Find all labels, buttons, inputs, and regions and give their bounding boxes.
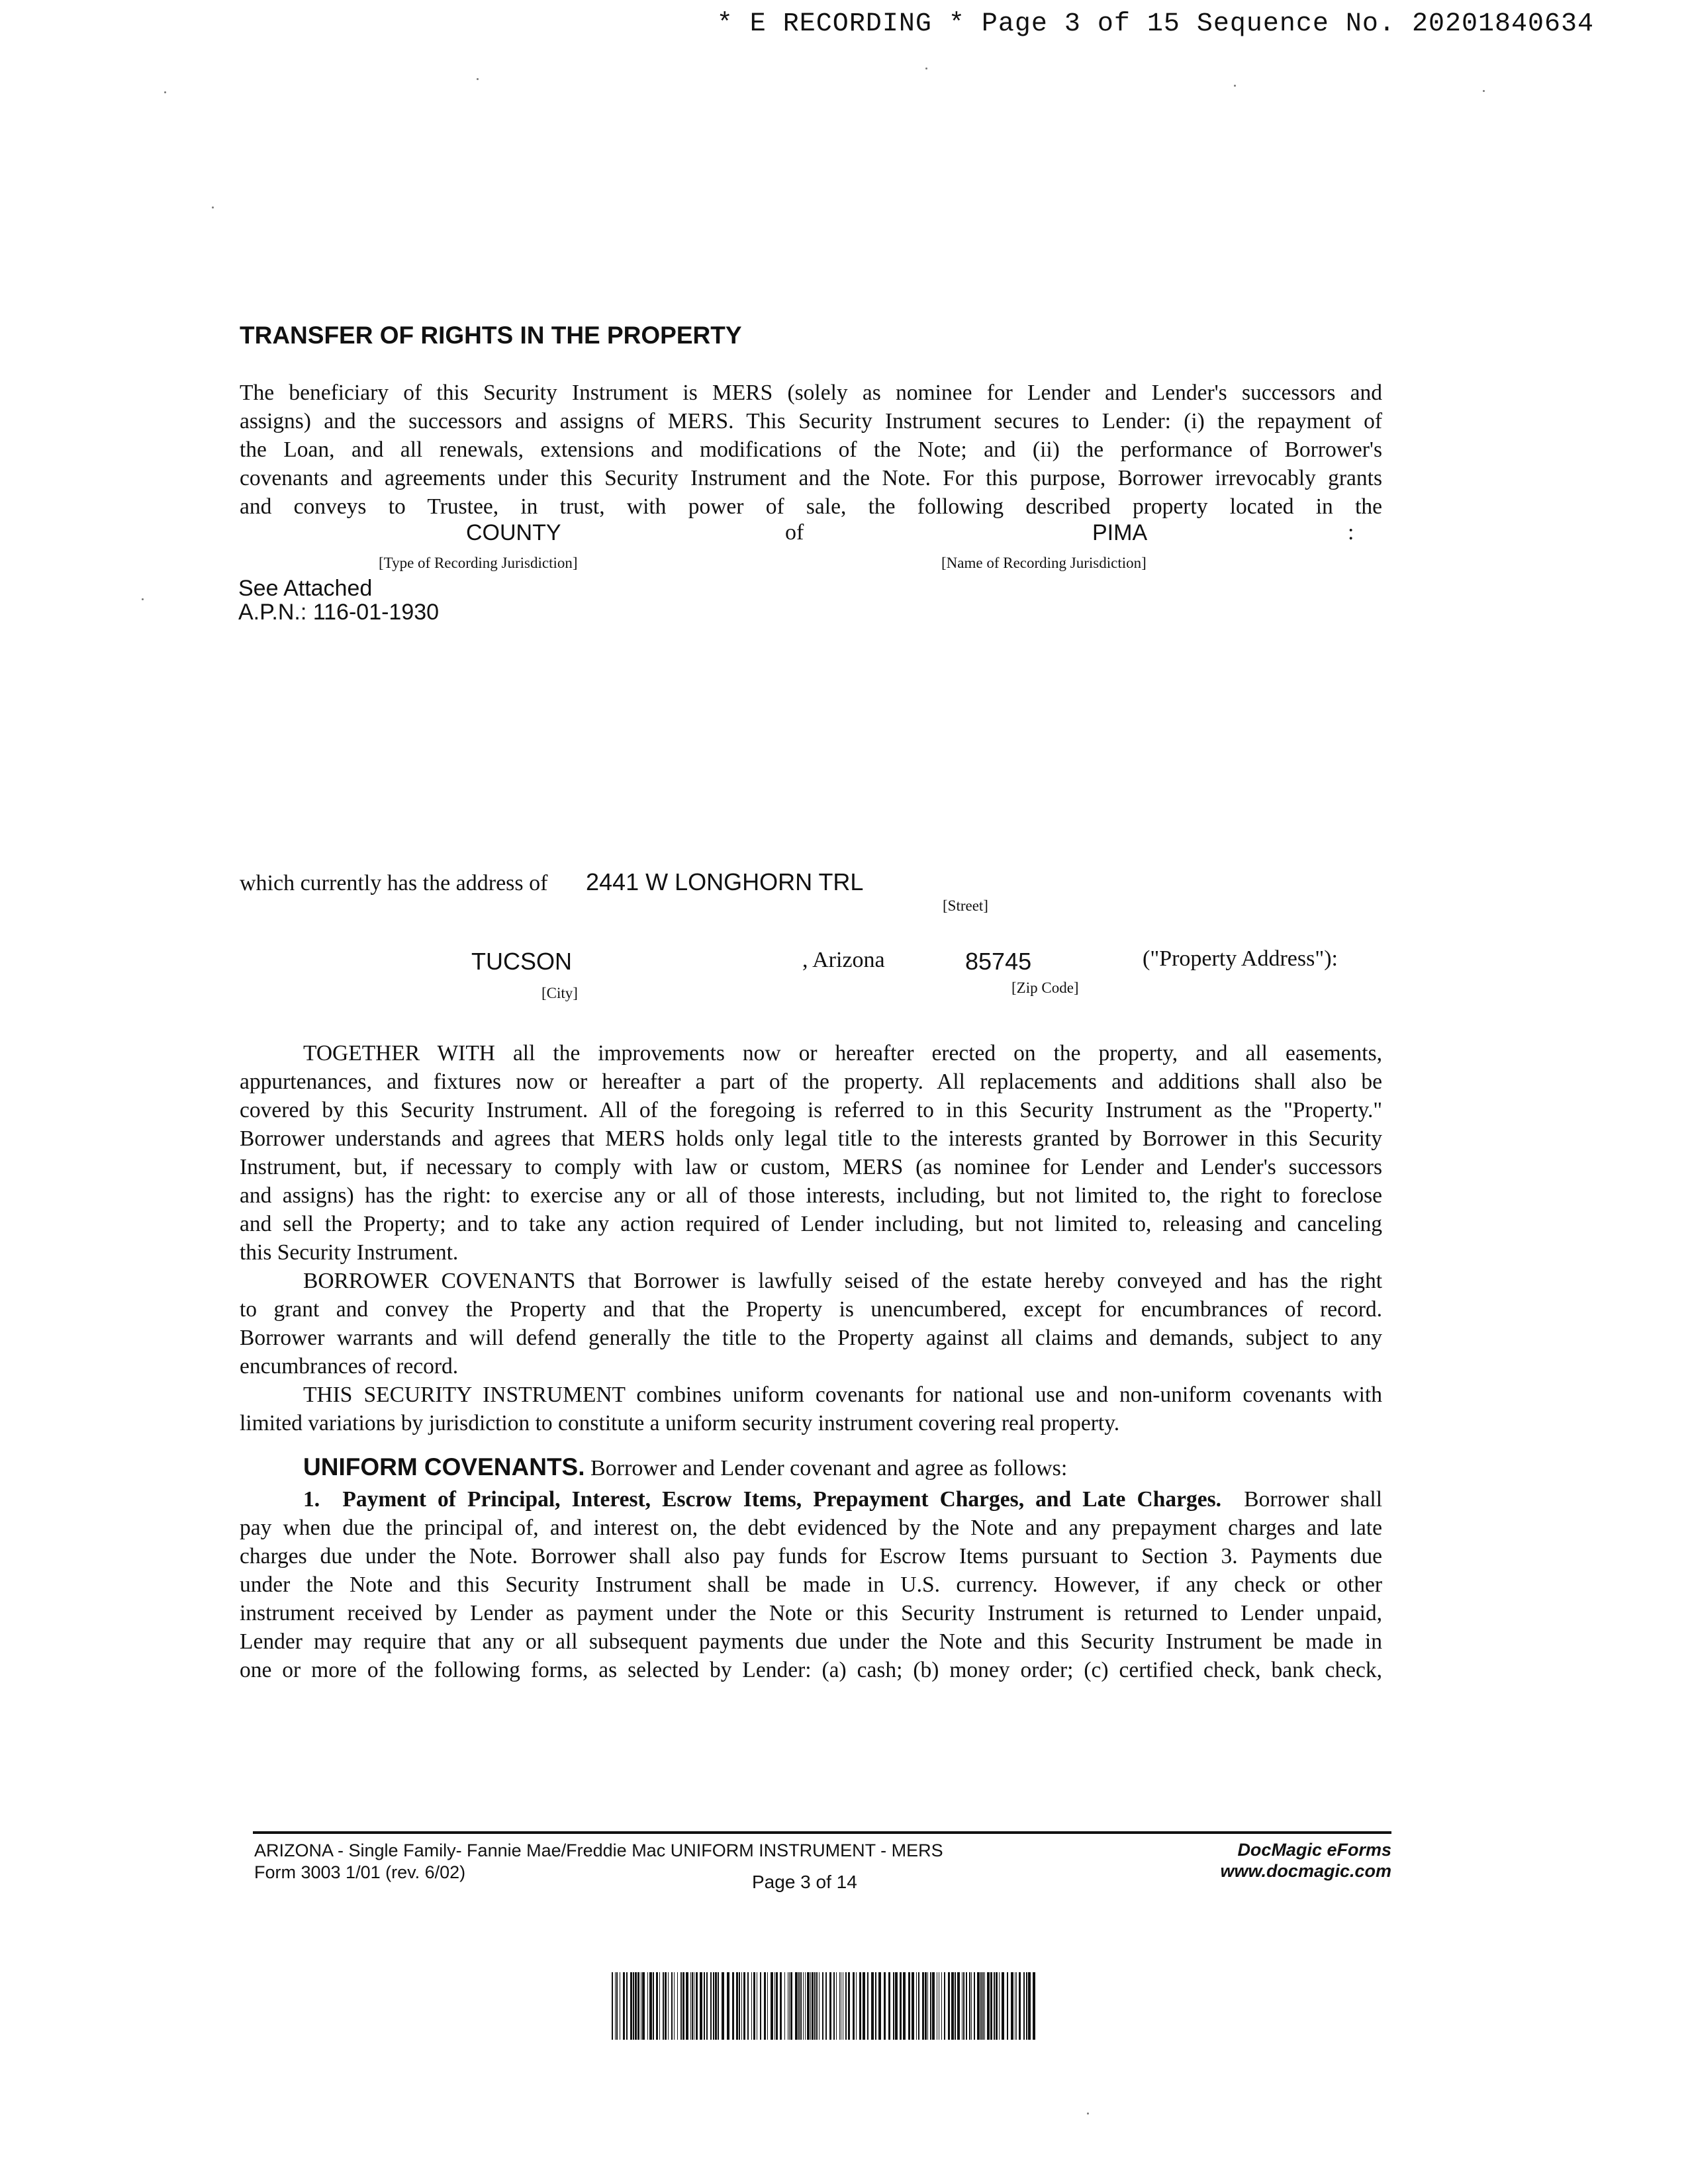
barcode-bar bbox=[704, 1972, 705, 2040]
footer-form-line1: ARIZONA - Single Family- Fannie Mae/Freddie Mac UNIFORM INSTRUMENT - MERS bbox=[254, 1841, 943, 1860]
scan-speck bbox=[925, 68, 927, 69]
barcode-bar bbox=[753, 1972, 755, 2040]
scan-speck bbox=[477, 78, 479, 80]
barcode-bar bbox=[957, 1972, 960, 2040]
barcode-bar bbox=[974, 1972, 975, 2040]
barcode-bar bbox=[710, 1972, 712, 2040]
paragraph-line: one or more of the following forms, as selected by Lender: (a) cash; (b) money order; (c) certified check, bank check, bbox=[240, 1658, 1382, 1682]
barcode-bar bbox=[671, 1972, 673, 2040]
barcode-bar bbox=[944, 1972, 945, 2040]
paragraph-line: Lender may require that any or all subsequent payments due under the Note and this Security Instrument be made in bbox=[240, 1629, 1382, 1654]
barcode-bar bbox=[795, 1972, 798, 2040]
barcode-bar bbox=[1033, 1972, 1035, 2040]
barcode-bar bbox=[816, 1972, 818, 2040]
city-value: TUCSON bbox=[471, 948, 572, 975]
barcode-bar bbox=[649, 1972, 652, 2040]
barcode-bar bbox=[839, 1972, 840, 2040]
barcode-bar bbox=[722, 1972, 724, 2040]
paragraph-line: assigns) and the successors and assigns of MERS. This Security Instrument secures to Lender: (i) the repayment of bbox=[240, 409, 1382, 433]
scan-speck bbox=[212, 206, 214, 208]
barcode-bar bbox=[780, 1972, 782, 2040]
paragraph-line: THIS SECURITY INSTRUMENT combines uniform covenants for national use and non-uniform covenants with bbox=[303, 1383, 1382, 1407]
recording-header: * E RECORDING * Page 3 of 15 Sequence No. 20201840634 bbox=[716, 9, 1594, 39]
barcode-bar bbox=[751, 1972, 752, 2040]
together-with-paragraph bbox=[240, 1039, 1382, 1267]
barcode-bar bbox=[918, 1972, 919, 2040]
footer-page-number: Page 3 of 14 bbox=[752, 1872, 857, 1892]
barcode-bar bbox=[990, 1972, 992, 2040]
barcode-bar bbox=[1011, 1972, 1013, 2040]
scan-speck bbox=[1087, 2113, 1089, 2115]
covenant-1-number: 1. bbox=[303, 1487, 320, 1512]
barcode-bar bbox=[927, 1972, 928, 2040]
barcode-bar bbox=[1016, 1972, 1017, 2040]
barcode-bar bbox=[825, 1972, 827, 2040]
barcode-bar bbox=[971, 1972, 972, 2040]
footer-website: www.docmagic.com bbox=[1220, 1861, 1391, 1881]
barcode-bar bbox=[616, 1972, 618, 2040]
barcode-bar bbox=[930, 1972, 931, 2040]
barcode-bar bbox=[706, 1972, 708, 2040]
barcode-bar bbox=[1019, 1972, 1021, 2040]
property-description-apn: A.P.N.: 116-01-1930 bbox=[238, 600, 440, 625]
barcode-icon bbox=[612, 1972, 1038, 2040]
barcode-bar bbox=[647, 1972, 648, 2040]
barcode-bar bbox=[903, 1972, 906, 2040]
footer-form-line2: Form 3003 1/01 (rev. 6/02) bbox=[254, 1862, 466, 1882]
footer-rule bbox=[253, 1831, 1391, 1834]
barcode-bar bbox=[836, 1972, 837, 2040]
zip-value: 85745 bbox=[965, 948, 1032, 975]
covenant-1-paragraph bbox=[240, 1485, 1382, 1684]
paragraph-line: this Security Instrument. bbox=[240, 1240, 459, 1265]
transfer-paragraph bbox=[240, 379, 1382, 521]
barcode-bar bbox=[955, 1972, 956, 2040]
barcode-bar bbox=[690, 1972, 691, 2040]
property-description-line1: See Attached bbox=[238, 576, 373, 601]
paragraph-line: the Loan, and all renewals, extensions and modifications of the Note; and (ii) the performance of Borrower's bbox=[240, 437, 1382, 462]
barcode-bar bbox=[884, 1972, 886, 2040]
barcode-bar bbox=[987, 1972, 990, 2040]
barcode-bar bbox=[771, 1972, 773, 2040]
paragraph-line: under the Note and this Security Instrument shall be made in U.S. currency. However, if any check or other bbox=[240, 1572, 1382, 1597]
barcode-bar bbox=[941, 1972, 942, 2040]
jurisdiction-type-value: COUNTY bbox=[466, 520, 561, 545]
paragraph-line: and assigns) has the right: to exercise any or all of those interests, including, but not limited to, the right to foreclose bbox=[240, 1183, 1382, 1208]
barcode-bar bbox=[951, 1972, 954, 2040]
uniform-covenants-heading-line bbox=[303, 1453, 1067, 1481]
barcode-bar bbox=[715, 1972, 717, 2040]
barcode-bar bbox=[819, 1972, 820, 2040]
barcode-bar bbox=[677, 1972, 678, 2040]
barcode-bar bbox=[867, 1972, 868, 2040]
jurisdiction-name-value: PIMA bbox=[1092, 520, 1148, 545]
barcode-bar bbox=[1026, 1972, 1027, 2040]
barcode-bar bbox=[833, 1972, 835, 2040]
paragraph-line: covered by this Security Instrument. All of the foregoing is referred to in this Security Instrument as the "Property." bbox=[240, 1098, 1382, 1122]
barcode-bar bbox=[829, 1972, 831, 2040]
barcode-bar bbox=[736, 1972, 738, 2040]
barcode-bar bbox=[612, 1972, 613, 2040]
barcode-bar bbox=[713, 1972, 714, 2040]
barcode-bar bbox=[741, 1972, 742, 2040]
barcode-bar bbox=[859, 1972, 861, 2040]
barcode-bar bbox=[922, 1972, 924, 2040]
barcode-bar bbox=[977, 1972, 980, 2040]
barcode-bar bbox=[732, 1972, 734, 2040]
jurisdiction-colon: : bbox=[1348, 520, 1354, 545]
barcode-bar bbox=[848, 1972, 850, 2040]
scan-speck bbox=[164, 91, 166, 93]
scan-speck bbox=[1483, 90, 1485, 92]
paragraph-line: instrument received by Lender as payment under the Note or this Security Instrument is returned to Lender unpaid, bbox=[240, 1601, 1382, 1625]
state-text: , Arizona bbox=[802, 948, 885, 972]
barcode-bar bbox=[668, 1972, 669, 2040]
barcode-bar bbox=[798, 1972, 800, 2040]
paragraph-line: Borrower understands and agrees that MERS holds only legal title to the interests granted by Borrower in this Security bbox=[240, 1126, 1382, 1151]
barcode-bar bbox=[900, 1972, 902, 2040]
barcode-bar bbox=[637, 1972, 639, 2040]
city-caption: [City] bbox=[541, 985, 578, 1001]
jurisdiction-of: of bbox=[785, 520, 804, 545]
barcode-bar bbox=[692, 1972, 693, 2040]
barcode-bar bbox=[743, 1972, 745, 2040]
barcode-bar bbox=[822, 1972, 823, 2040]
barcode-bar bbox=[633, 1972, 634, 2040]
barcode-bar bbox=[718, 1972, 719, 2040]
jurisdiction-name-caption: [Name of Recording Jurisdiction] bbox=[941, 555, 1147, 571]
barcode-bar bbox=[895, 1972, 898, 2040]
barcode-bar bbox=[800, 1972, 802, 2040]
street-caption: [Street] bbox=[943, 897, 988, 914]
paragraph-line: and conveys to Trustee, in trust, with power of sale, the following described property located in the bbox=[240, 494, 1382, 519]
paragraph-line: encumbrances of record. bbox=[240, 1354, 459, 1379]
barcode-bar bbox=[615, 1972, 616, 2040]
barcode-bar bbox=[686, 1972, 688, 2040]
covenant-1-title: Payment of Principal, Interest, Escrow Items, Prepayment Charges, and Late Charges. bbox=[342, 1487, 1222, 1512]
footer-brand-name: DocMagic eForms bbox=[1237, 1840, 1391, 1860]
barcode-bar bbox=[805, 1972, 806, 2040]
barcode-bar bbox=[642, 1972, 645, 2040]
barcode-bar bbox=[948, 1972, 950, 2040]
scan-speck bbox=[1234, 85, 1236, 87]
barcode-bar bbox=[845, 1972, 847, 2040]
barcode-bar bbox=[790, 1972, 792, 2040]
barcode-bar bbox=[982, 1972, 984, 2040]
barcode-bar bbox=[871, 1972, 874, 2040]
barcode-bar bbox=[814, 1972, 816, 2040]
paragraph-line: to grant and convey the Property and that the Property is unencumbered, except for encumbrances of record. bbox=[240, 1297, 1382, 1322]
barcode-bar bbox=[760, 1972, 761, 2040]
barcode-bar bbox=[1002, 1972, 1004, 2040]
barcode-bar bbox=[626, 1972, 628, 2040]
barcode-bar bbox=[853, 1972, 855, 2040]
barcode-bar bbox=[875, 1972, 876, 2040]
barcode-bar bbox=[789, 1972, 790, 2040]
barcode-bar bbox=[925, 1972, 927, 2040]
paragraph-line: The beneficiary of this Security Instrument is MERS (solely as nominee for Lender and Lender's successors and bbox=[240, 381, 1382, 405]
barcode-bar bbox=[888, 1972, 890, 2040]
barcode-bar bbox=[980, 1972, 982, 2040]
barcode-bar bbox=[863, 1972, 865, 2040]
barcode-bar bbox=[916, 1972, 917, 2040]
barcode-bar bbox=[984, 1972, 985, 2040]
uniform-covenants-heading: UNIFORM COVENANTS. bbox=[303, 1453, 585, 1480]
barcode-bar bbox=[999, 1972, 1000, 2040]
paragraph-line: TOGETHER WITH all the improvements now or hereafter erected on the property, and all easements, bbox=[303, 1041, 1382, 1066]
scan-speck bbox=[142, 598, 144, 600]
barcode-bar bbox=[784, 1972, 785, 2040]
barcode-bar bbox=[912, 1972, 914, 2040]
barcode-bar bbox=[656, 1972, 658, 2040]
barcode-bar bbox=[1007, 1972, 1008, 2040]
barcode-bar bbox=[996, 1972, 998, 2040]
address-lead-text: which currently has the address of bbox=[240, 871, 548, 895]
jurisdiction-type-caption: [Type of Recording Jurisdiction] bbox=[379, 555, 578, 571]
barcode-bar bbox=[680, 1972, 682, 2040]
barcode-bar bbox=[739, 1972, 740, 2040]
barcode-bar bbox=[659, 1972, 660, 2040]
barcode-bar bbox=[776, 1972, 778, 2040]
barcode-bar bbox=[630, 1972, 632, 2040]
barcode-bar bbox=[812, 1972, 814, 2040]
barcode-bar bbox=[969, 1972, 970, 2040]
barcode-bar bbox=[1028, 1972, 1031, 2040]
paragraph-line: Instrument, but, if necessary to comply with law or custom, MERS (as nominee for Lender and Lender's successors bbox=[240, 1155, 1382, 1179]
barcode-bar bbox=[807, 1972, 810, 2040]
barcode-bar bbox=[908, 1972, 910, 2040]
zip-caption: [Zip Code] bbox=[1011, 979, 1079, 996]
covenant-1-first-line bbox=[240, 1485, 1382, 1514]
barcode-bar bbox=[767, 1972, 768, 2040]
barcode-bar bbox=[727, 1972, 729, 2040]
barcode-bar bbox=[963, 1972, 964, 2040]
paragraph-line: BORROWER COVENANTS that Borrower is lawfully seised of the estate hereby conveyed and has the right bbox=[303, 1269, 1382, 1293]
barcode-bar bbox=[682, 1972, 684, 2040]
paragraph-line: limited variations by jurisdiction to constitute a uniform security instrument covering real property. bbox=[240, 1411, 1120, 1435]
barcode-bar bbox=[747, 1972, 749, 2040]
barcode-bar bbox=[856, 1972, 857, 2040]
barcode-bar bbox=[803, 1972, 804, 2040]
barcode-bar bbox=[623, 1972, 625, 2040]
barcode-bar bbox=[893, 1972, 894, 2040]
footer-brand bbox=[1220, 1839, 1391, 1882]
barcode-bar bbox=[764, 1972, 766, 2040]
security-instrument-paragraph bbox=[240, 1381, 1382, 1437]
covenant-1-first-rest: Borrower shall bbox=[1244, 1487, 1383, 1512]
barcode-bar bbox=[700, 1972, 702, 2040]
barcode-bar bbox=[696, 1972, 698, 2040]
paragraph-line: charges due under the Note. Borrower shall also pay funds for Escrow Items pursuant to Section 3. Payments due bbox=[240, 1544, 1382, 1569]
barcode-bar bbox=[663, 1972, 664, 2040]
paragraph-line: covenants and agreements under this Security Instrument and the Note. For this purpose, Borrower irrevocably grants bbox=[240, 466, 1382, 490]
paragraph-line: appurtenances, and fixtures now or hereafter a part of the property. All replacements and additions shall also be bbox=[240, 1069, 1382, 1094]
barcode-bar bbox=[665, 1972, 667, 2040]
section-heading: TRANSFER OF RIGHTS IN THE PROPERTY bbox=[240, 322, 742, 349]
paragraph-line: and sell the Property; and to take any action required of Lender including, but not limited to, releasing and canceling bbox=[240, 1212, 1382, 1236]
barcode-bar bbox=[878, 1972, 881, 2040]
street-value: 2441 W LONGHORN TRL bbox=[586, 868, 864, 895]
barcode-bar bbox=[674, 1972, 675, 2040]
uniform-covenants-intro: Borrower and Lender covenant and agree as follows: bbox=[590, 1456, 1068, 1480]
barcode-bar bbox=[774, 1972, 775, 2040]
barcode-bar bbox=[994, 1972, 995, 2040]
barcode-bar bbox=[1023, 1972, 1025, 2040]
barcode-bar bbox=[653, 1972, 654, 2040]
barcode-bar bbox=[966, 1972, 967, 2040]
paragraph-line: pay when due the principal of, and interest on, the debt evidenced by the Note and any prepayment charges and late bbox=[240, 1516, 1382, 1540]
barcode-bar bbox=[810, 1972, 811, 2040]
borrower-covenants-paragraph bbox=[240, 1267, 1382, 1381]
barcode-bar bbox=[932, 1972, 935, 2040]
barcode-bar bbox=[635, 1972, 637, 2040]
property-address-label: ("Property Address"): bbox=[1143, 946, 1338, 971]
paragraph-line: Borrower warrants and will defend generally the title to the Property against all claims and demands, subject to any bbox=[240, 1326, 1382, 1350]
